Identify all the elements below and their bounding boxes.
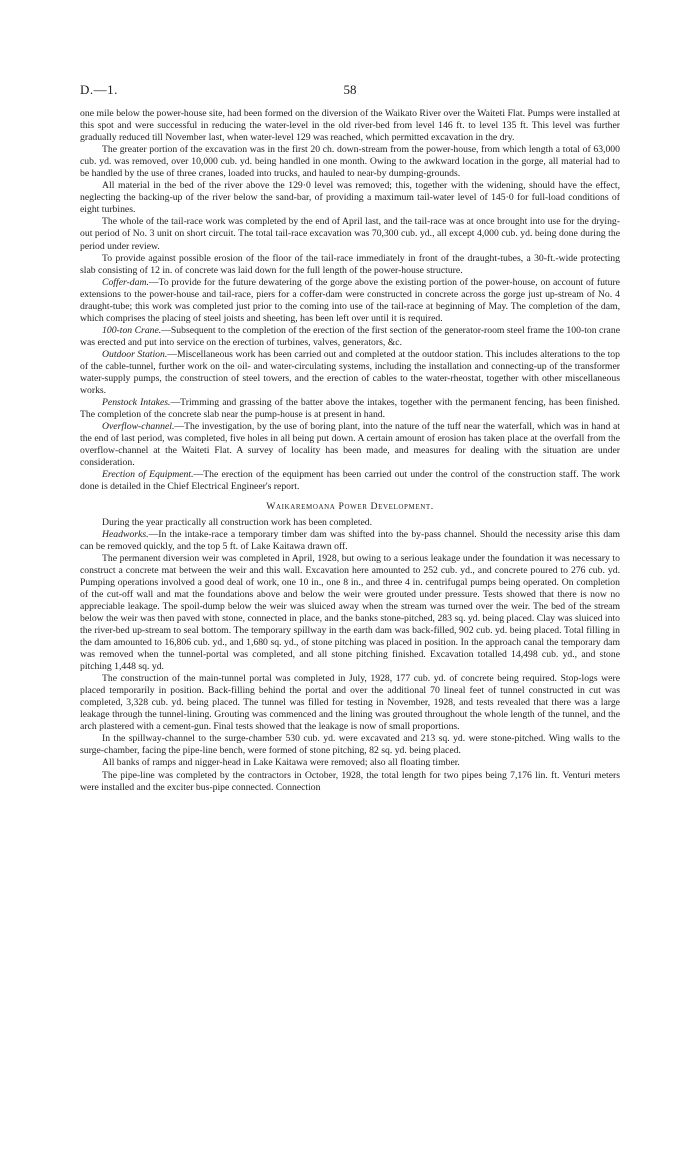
paragraph [80,673,620,733]
paragraph-heading: Coffer-dam. [102,276,149,288]
paragraph-list [80,144,620,493]
paragraph-text: Trimming and grassing of the batter above the intakes, together with the permanent fencing, has been finished. The completion of the concrete slab near the pump-house is at present in hand. [80,397,620,421]
paragraph-text: The investigation, by the use of boring plant, into the nature of the tuff near the waterfall, which was in hand at the end of last period, was completed, five holes in all being put down. A certain amount of erosion has taken place at the overfall from the overflow-channel at the Waiteti Flat. A survey of locality has been made, and measures for dealing with the situation are under consideration. [80,421,620,469]
paragraph-text: In the spillway-channel to the surge-chamber 530 cub. yd. were excavated and 213 sq. yd. were stone-pitched. Wing walls to the surge-chamber, facing the pipe-line bench, were formed of stone pitching, 82 sq. yd. being placed. [80,733,620,757]
paragraph-text: The permanent diversion weir was completed in April, 1928, but owing to a serious leakage under the foundation it was necessary to construct a concrete mat between the weir and this wall. Excavation here amounted to 252 cub. yd., and concrete poured to 276 cub. yd. Pumping operations involved a good deal of work, one 10 in., one 8 in., and three 4 in. centrifugal pumps being operated. On completion of the cut-off wall and mat the foundations above and below the weir were grouted under pressure. Tests showed that there is now no appreciable leakage. The spoil-dump below the weir was sluiced away when the stream was turned over the weir. The bed of the stream below the weir was then paved with stone, connected in place, and the banks stone-pitched, 283 sq. yd. being placed. Clay was sluiced into the river-bed up-stream to seal bottom. The temporary spillway in the earth dam was back-filled, 902 cub. yd. being placed. Total filling in the dam amounted to 16,806 cub. yd., and 1,680 sq. yd., of stone pitching was placed in position. In the approach canal the temporary dam was removed when the tunnel-portal was completed, and all stone pitching finished. Excavation totalled 14,498 cub. yd., and stone pitching 1,448 sq. yd. [80,552,620,673]
paragraph: 100-ton Crane.—Subsequent to the completion of the erection of the first section of the generator-room steel frame the 100-ton crane was erected and put into service on the erection of turbines, valves, generators, &c. [80,324,620,348]
paragraph-heading: Erection of Equipment. [102,469,194,481]
intro-paragraph: one mile below the power-house site, had been formed on the diversion of the Waikato River over the Waiteti Flat. Pumps were installed at this spot and were successful in reducing the water-level in the old river-bed from level 146 ft. to level 135 ft. This level was further gradually reduced till November last, when water-level 129 was reached, which permitted excavation in the dry. [80,108,620,144]
paragraph [80,253,620,277]
paragraph-heading: Penstock Intakes. [102,397,171,409]
paragraph-heading: 100-ton Crane. [102,324,162,336]
paragraph: Erection of Equipment.—The erection of the equipment has been carried out under the control of the construction staff. The work done is detailed in the Chief Electrical Engineer's report. [80,469,620,493]
page-number: 58 [343,82,357,97]
paragraph [80,733,620,757]
paragraph [80,770,620,794]
page-header [80,82,620,98]
section-title: Waikaremoana Power Development. [266,500,434,512]
paragraph-text: In the intake-race a temporary timber dam was shifted into the by-pass channel. Should the necessity arise this dam can be removed quickly, and the top 5 ft. of Lake Kaitawa drawn off. [80,528,620,552]
paragraph: Overflow-channel.—The investigation, by the use of boring plant, into the nature of the tuff near the waterfall, which was in hand at the end of last period, was completed, five holes in all being put down. A certain amount of erosion has taken place at the overfall from the overflow-channel at the Waiteti Flat. A survey of locality has been made, and measures for dealing with the situation are under consideration. [80,421,620,469]
paragraph-text: Subsequent to the completion of the erection of the first section of the generator-room steel frame the 100-ton crane was erected and put into service on the erection of turbines, valves, generators, &c. [80,324,620,348]
paragraph-text: The whole of the tail-race work was completed by the end of April last, and the tail-race was at once brought into use for the drying-out period of No. 3 unit on short circuit. The total tail-race excavation was 70,300 cub. yd., all except 4,000 cub. yd. being done during the period under review. [80,216,620,252]
paragraph [80,517,620,529]
paragraph-text: All banks of ramps and nigger-head in Lake Kaitawa were removed; also all floating timber. [102,757,460,769]
document-reference: D.—1. [80,82,118,97]
paragraph-text: To provide against possible erosion of the floor of the tail-race immediately in front of the draught-tubes, a 30-ft.-wide protecting slab consisting of 12 in. of concrete was laid down for the full length of the power-house structure. [80,252,620,276]
paragraph-text: To provide for the future dewatering of the gorge above the existing portion of the power-house, on account of future extensions to the power-house and tail-race, piers for a coffer-dam were constructed in concrete across the gorge just up-stream of No. 4 draught-tube; this work was completed just prior to the coming into use of the tail-race at beginning of May. The completion of the dam, which comprises the placing of steel joists and sheeting, has been left over until it is required. [80,276,620,324]
paragraph-text: The pipe-line was completed by the contractors in October, 1928, the total length for two pipes being 7,176 lin. ft. Venturi meters were installed and the exciter bus-pipe connected. Connection [80,769,620,793]
section-paragraph-list [80,517,620,794]
paragraph [80,553,620,673]
paragraph-heading: Headworks. [102,528,149,540]
paragraph-text: The erection of the equipment has been carried out under the control of the construction staff. The work done is detailed in the Chief Electrical Engineer's report. [80,469,620,493]
paragraph-text: Miscellaneous work has been carried out and completed at the outdoor station. This includes alterations to the top of the cable-tunnel, further work on the oil- and water-circulating systems, including the installation and connecting-up of the transformer water-supply pumps, the construction of steel towers, and the erection of cables to the water-rheostat, together with other miscellaneous works. [80,348,620,397]
paragraph [80,216,620,252]
paragraph-heading: Overflow-channel. [102,421,175,433]
paragraph: Headworks.—In the intake-race a temporary timber dam was shifted into the by-pass channel. Should the necessity arise this dam can be removed quickly, and the top 5 ft. of Lake Kaitawa drawn off. [80,528,620,552]
paragraph-text: The greater portion of the excavation was in the first 20 ch. down-stream from the power-house, from which length a total of 63,000 cub. yd. was removed, over 10,000 cub. yd. being handled in one month. Owing to the awkward location in the gorge, all material had to be handled by the use of three cranes, loaded into trucks, and hauled to near-by dumping-grounds. [80,144,620,180]
paragraph [80,180,620,216]
paragraph-text: During the year practically all construction work has been completed. [102,516,373,528]
paragraph: Penstock Intakes.—Trimming and grassing of the batter above the intakes, together with the permanent fencing, has been finished. The completion of the concrete slab near the pump-house is at present in hand. [80,397,620,421]
paragraph: Coffer-dam.—To provide for the future dewatering of the gorge above the existing portion of the power-house, on account of future extensions to the power-house and tail-race, piers for a coffer-dam were constructed in concrete across the gorge just up-stream of No. 4 draught-tube; this work was completed just prior to the coming into use of the tail-race at beginning of May. The completion of the dam, which comprises the placing of steel joists and sheeting, has been left over until it is required. [80,276,620,324]
paragraph-text: The construction of the main-tunnel portal was completed in July, 1928, 177 cub. yd. of concrete being required. Stop-logs were placed temporarily in position. Back-filling behind the portal and over the additional 70 lineal feet of tunnel constructed in cut was completed, 3,328 cub. yd. being placed. The tunnel was filled for testing in November, 1928, and tests revealed that there was a large leakage through the tunnel-lining. Grouting was commenced and the lining was grouted throughout the whole length of the tunnel, and the arch plastered with a cement-gun. Final tests showed that the leakage is now of small proportions. [80,673,620,733]
paragraph-heading: Outdoor Station. [102,348,168,360]
body-text [80,108,620,794]
paragraph [80,757,620,769]
paragraph-text: All material in the bed of the river above the 129·0 level was removed; this, together with the widening, should have the effect, neglecting the backing-up of the river below the sand-bar, of providing a maximum tail-water level of 145·0 for full-load conditions of eight turbines. [80,180,620,216]
paragraph: Outdoor Station.—Miscellaneous work has been carried out and completed at the outdoor station. This includes alterations to the top of the cable-tunnel, further work on the oil- and water-circulating systems, including the installation and connecting-up of the transformer water-supply pumps, the construction of steel towers, and the erection of cables to the water-rheostat, together with other miscellaneous works. [80,348,620,397]
paragraph [80,144,620,180]
